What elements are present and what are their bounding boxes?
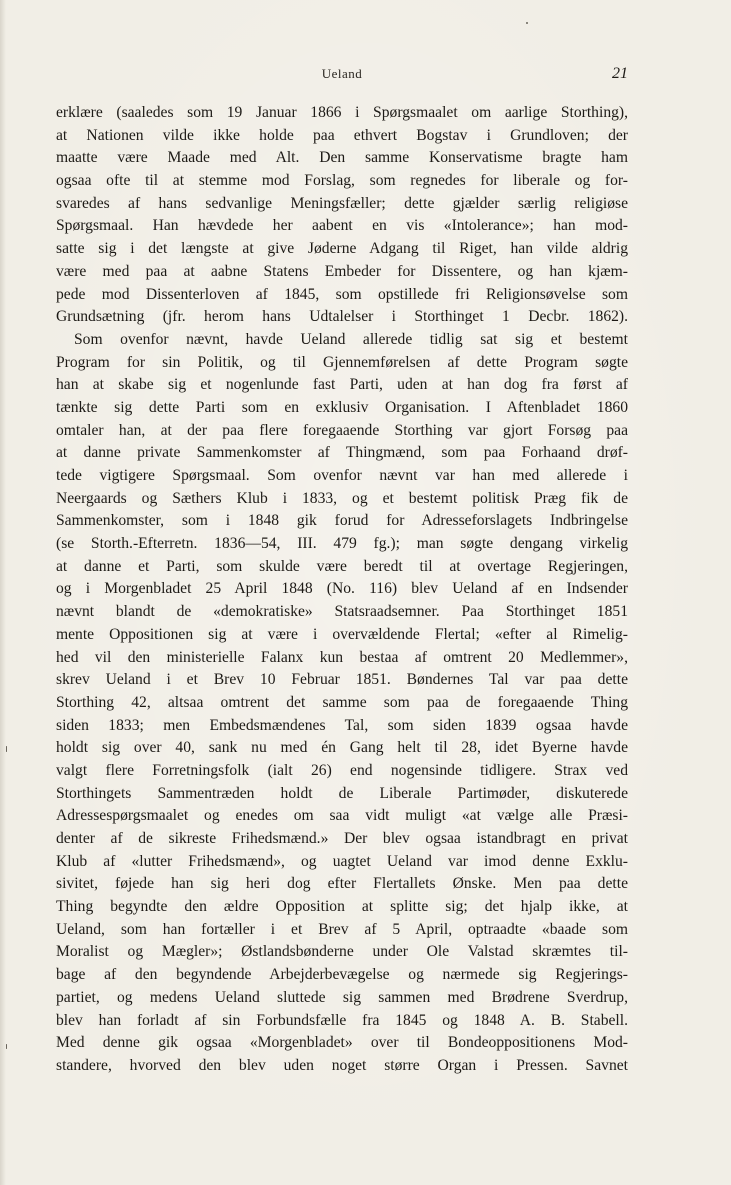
- text-line: partiet, og medens Ueland sluttede sig sammen med Brødrene Sverdrup,: [56, 988, 628, 1006]
- text-line: hed vil den ministerielle Falanx kun bestaa af omtrent 20 Medlemmer»,: [56, 648, 628, 666]
- text-line: valgt flere Forretningsfolk (ialt 26) end nogensinde tidligere. Strax ved: [56, 761, 628, 779]
- page-edge-shadow: [0, 0, 6, 1185]
- text-line: Sammenkomster, som i 1848 gik forud for Adresseforslagets Indbringelse: [56, 512, 628, 530]
- running-head: Ueland: [321, 66, 363, 81]
- text-line: omtaler han, at der paa flere foregaaende Storthing var gjort Forsøg paa: [56, 421, 628, 439]
- body-text: [56, 102, 628, 1078]
- text-line: Grundsætning (jfr. herom hans Udtalelser i Storthinget 1 Decbr. 1862).: [56, 308, 628, 326]
- text-line: Spørgsmaal. Han hævdede her aabent en vis «Intolerance»; han mod-: [56, 217, 628, 235]
- text-line: skrev Ueland i et Brev 10 Februar 1851. Bøndernes Tal var paa dette: [56, 671, 628, 689]
- text-line: Klub af «lutter Frihedsmænd», og uagtet Ueland var imod denne Exklu-: [56, 852, 628, 870]
- text-line: (se Storth.-Efterretn. 1836—54, III. 479 fg.); man søgte dengang virkelig: [56, 535, 628, 553]
- text-line: Ueland, som han fortæller i et Brev af 5 April, optraadte «baade som: [56, 920, 628, 938]
- text-line: sivitet, føjede han sig heri dog efter Flertallets Ønske. Men paa dette: [56, 875, 628, 893]
- text-line: nævnt blandt de «demokratiske» Statsraadsemner. Paa Storthinget 1851: [56, 603, 628, 621]
- text-line: tænkte sig dette Parti som en exklusiv Organisation. I Aftenbladet 1860: [56, 398, 628, 416]
- text-line: Adressespørgsmaalet og enedes om saa vidt muligt «at vælge alle Præsi-: [56, 807, 628, 825]
- text-line: og i Morgenbladet 25 April 1848 (No. 116) blev Ueland af en Indsender: [56, 580, 628, 598]
- text-line: blev han forladt af sin Forbundsfælle fra 1845 og 1848 A. B. Stabell.: [56, 1011, 628, 1029]
- text-line: Neergaards og Sæthers Klub i 1833, og et bestemt politisk Præg fik de: [56, 489, 628, 507]
- text-line: Thing begyndte den ældre Opposition at splitte sig; det hjalp ikke, at: [56, 898, 628, 916]
- text-line: bage af den begyndende Arbejderbevægelse og nærmede sig Regjerings-: [56, 966, 628, 984]
- text-line: Moralist og Mægler»; Østlandsbønderne under Ole Valstad skræmtes til-: [56, 943, 628, 961]
- text-line: svaredes af hans sedvanlige Meningsfæller; dette gjælder særlig religiøse: [56, 194, 628, 212]
- paper-speck: [6, 1044, 7, 1049]
- text-line: Storthing 42, altsaa omtrent det samme som paa de foregaaende Thing: [56, 693, 628, 711]
- text-line: være med paa at aabne Statens Embeder for Dissentere, og han kjæm-: [56, 262, 628, 280]
- text-line: satte sig i det længste at give Jøderne Adgang til Riget, han vilde aldrig: [56, 240, 628, 258]
- text-line: erklære (saaledes som 19 Januar 1866 i Spørgsmaalet om aarlige Storthing),: [56, 104, 628, 121]
- text-line: Med denne gik ogsaa «Morgenbladet» over til Bondeoppositionens Mod-: [56, 1034, 628, 1052]
- text-line: mente Oppositionen sig at være i overvældende Flertal; «efter al Rimelig-: [56, 625, 628, 643]
- text-line: siden 1833; men Embedsmændenes Tal, som siden 1839 ogsaa havde: [56, 716, 628, 734]
- text-line: Som ovenfor nævnt, havde Ueland allerede tidlig sat sig et bestemt: [74, 330, 628, 348]
- text-line: han at skabe sig et nogenlunde fast Parti, uden at han dog fra først af: [56, 376, 628, 394]
- text-line: tede vigtigere Spørgsmaal. Som ovenfor nævnt var han med allerede i: [56, 467, 628, 484]
- text-line: at danne et Parti, som skulde være beredt til at overtage Regjeringen,: [56, 557, 628, 575]
- text-line: holdt sig over 40, sank nu med én Gang helt til 28, idet Byerne havde: [56, 739, 628, 757]
- text-line: denter af de sikreste Frihedsmænd.» Der blev ogsaa istandbragt en privat: [56, 830, 628, 847]
- page-number: 21: [612, 65, 628, 82]
- text-line: standere, hvorved den blev uden noget større Organ i Pressen. Savnet: [56, 1056, 628, 1074]
- paper-speck: [6, 746, 7, 752]
- text-line: at danne private Sammenkomster af Thingmænd, som paa Forhaand drøf-: [56, 444, 628, 462]
- page-header: [56, 66, 628, 88]
- paper-speck: [526, 22, 528, 24]
- text-line: Storthingets Sammentræden holdt de Liberale Partimøder, diskuterede: [56, 784, 628, 802]
- text-line: ogsaa ofte til at stemme mod Forslag, som regnedes for liberale og for-: [56, 172, 628, 190]
- text-line: Program for sin Politik, og til Gjennemførelsen af dette Program søgte: [56, 353, 628, 371]
- text-line: at Nationen vilde ikke holde paa ethvert Bogstav i Grundloven; der: [56, 126, 628, 144]
- text-line: maatte være Maade med Alt. Den samme Konservatisme bragte ham: [56, 149, 628, 167]
- text-line: pede mod Dissenterloven af 1845, som opstillede fri Religionsøvelse som: [56, 285, 628, 303]
